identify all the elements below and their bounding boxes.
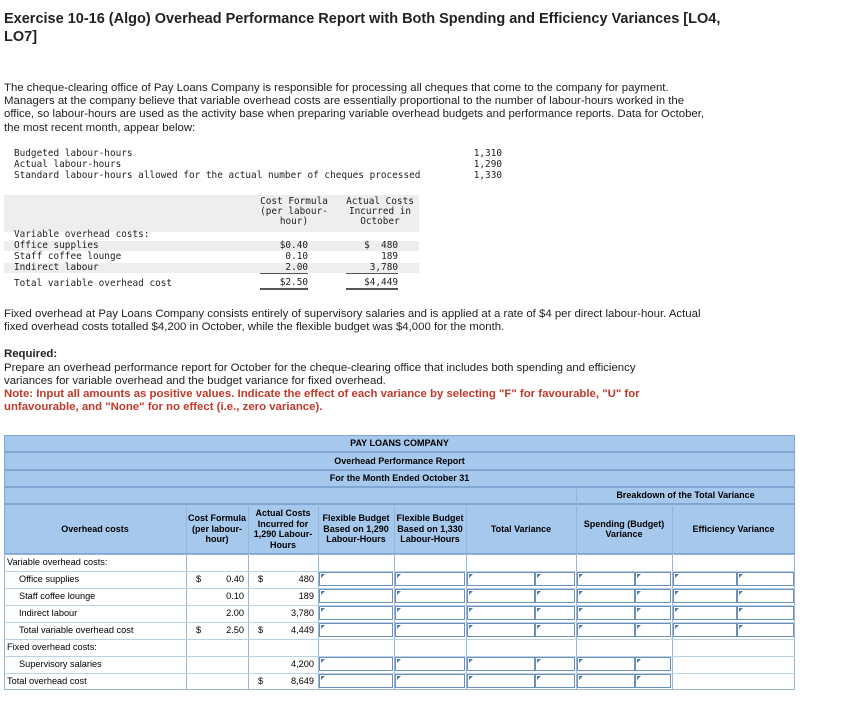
fixed-overhead-paragraph: Fixed overhead at Pay Loans Company consists entirely of supervisory salaries and is applied at a rate of $4 per direct labour-hour. Actual fixed overhead costs totalled $4,200 in October, while the flexible budget was $4,000 for the month. <box>4 308 701 334</box>
labour-value-2: 1,290 <box>473 159 502 170</box>
report-company: PAY LOANS COMPANY <box>350 438 449 449</box>
formula-coffee: 0.10 <box>226 591 244 601</box>
actual-costs-header-2: Incurred in <box>348 206 412 217</box>
cost-row-formula: 0.10 <box>285 251 308 262</box>
actual-total-overhead: 8,649 <box>291 676 314 686</box>
actual-coffee: 189 <box>298 591 314 601</box>
total-variance-total-variable-input[interactable] <box>467 623 535 637</box>
spending-variance-coffee-input[interactable] <box>577 589 635 603</box>
cost-row-label: Total variable overhead cost <box>14 278 173 289</box>
flex-1290-coffee-input[interactable] <box>319 589 393 603</box>
total-variance-total-overhead-select[interactable] <box>535 674 575 688</box>
col-total-variance: Total Variance <box>490 523 552 534</box>
formula-indirect: 2.00 <box>226 608 244 618</box>
row-label-indirect-labour: Indirect labour <box>19 608 78 618</box>
flex-1330-supervisory-input[interactable] <box>395 657 465 671</box>
flex-1330-total-overhead-input[interactable] <box>395 674 465 688</box>
efficiency-variance-coffee-input[interactable] <box>673 589 737 603</box>
flex-1290-total-overhead-input[interactable] <box>319 674 393 688</box>
total-variance-coffee-input[interactable] <box>467 589 535 603</box>
flex-1330-coffee-input[interactable] <box>395 589 465 603</box>
report-name: Overhead Performance Report <box>334 455 465 466</box>
row-label-total-variable: Total variable overhead cost <box>19 625 134 635</box>
spending-variance-supervisory-select[interactable] <box>635 657 671 671</box>
grid-line <box>248 504 249 690</box>
grid-line <box>4 639 795 640</box>
cost-formula-header-1: Cost Formula <box>260 196 328 207</box>
spending-variance-indirect-input[interactable] <box>577 606 635 620</box>
dollar-sign: $ <box>258 625 264 635</box>
row-label-supervisory: Supervisory salaries <box>19 659 102 669</box>
flex-1330-total-variable-input[interactable] <box>395 623 465 637</box>
labour-label-3: Standard labour-hours allowed for the actual number of cheques processed <box>14 170 421 181</box>
fixed-section-label: Fixed overhead costs: <box>7 642 97 652</box>
total-variance-indirect-select[interactable] <box>535 606 575 620</box>
cost-formula-header-3: hour) <box>279 216 309 227</box>
spending-variance-supervisory-input[interactable] <box>577 657 635 671</box>
total-variance-supervisory-select[interactable] <box>535 657 575 671</box>
flex-1290-office-input[interactable] <box>319 572 393 586</box>
total-variance-supervisory-input[interactable] <box>467 657 535 671</box>
spending-variance-office-select[interactable] <box>635 572 671 586</box>
cost-row-formula: 2.00 <box>260 262 308 274</box>
actual-indirect: 3,780 <box>291 608 314 618</box>
formula-office: 0.40 <box>226 574 244 584</box>
instruction-note: Note: Input all amounts as positive values. Indicate the effect of each variance by selecting "F" for favourable, "U" for unfavourable, and "None" for no effect (i.e., zero variance). <box>4 388 640 414</box>
efficiency-variance-office-select[interactable] <box>737 572 794 586</box>
spending-variance-total-overhead-input[interactable] <box>577 674 635 688</box>
col-flex-1330: Flexible Budget Based on 1,330 Labour-Hours <box>396 513 464 545</box>
flex-1330-indirect-input[interactable] <box>395 606 465 620</box>
breakdown-header: Breakdown of the Total Variance <box>616 490 755 501</box>
spending-variance-total-variable-input[interactable] <box>577 623 635 637</box>
spending-variance-total-variable-select[interactable] <box>635 623 671 637</box>
labour-value-3: 1,330 <box>473 170 502 181</box>
dollar-sign: $ <box>258 676 264 686</box>
cost-row-label: Staff coffee lounge <box>14 251 122 262</box>
efficiency-variance-coffee-select[interactable] <box>737 589 794 603</box>
dollar-sign: $ <box>196 574 202 584</box>
actual-total-variable: 4,449 <box>291 625 314 635</box>
cost-row-label: Indirect labour <box>14 262 99 273</box>
cost-row-actual: $ 480 <box>364 240 398 251</box>
total-variance-office-input[interactable] <box>467 572 535 586</box>
total-variance-total-variable-select[interactable] <box>535 623 575 637</box>
total-variance-coffee-select[interactable] <box>535 589 575 603</box>
efficiency-variance-indirect-input[interactable] <box>673 606 737 620</box>
labour-value-1: 1,310 <box>473 148 502 159</box>
performance-report-table <box>4 435 795 690</box>
total-variance-total-overhead-input[interactable] <box>467 674 535 688</box>
col-overhead-costs: Overhead costs <box>61 523 129 534</box>
efficiency-variance-total-variable-select[interactable] <box>737 623 794 637</box>
labour-label-1: Budgeted labour-hours <box>14 148 133 159</box>
flex-1290-total-variable-input[interactable] <box>319 623 393 637</box>
row-label-staff-coffee: Staff coffee lounge <box>19 591 96 601</box>
col-flex-1290: Flexible Budget Based on 1,290 Labour-Hours <box>322 513 390 545</box>
grid-line <box>186 504 187 690</box>
col-actual-costs: Actual Costs Incurred for 1,290 Labour-Hours <box>253 508 313 550</box>
spending-variance-office-input[interactable] <box>577 572 635 586</box>
efficiency-variance-total-variable-input[interactable] <box>673 623 737 637</box>
cost-section-label: Variable overhead costs: <box>14 229 150 240</box>
spending-variance-total-overhead-select[interactable] <box>635 674 671 688</box>
dollar-sign: $ <box>258 574 264 584</box>
actual-costs-header-1: Actual Costs <box>346 196 414 207</box>
cost-row-actual: 189 <box>381 251 398 262</box>
cost-row-formula: $0.40 <box>279 240 308 251</box>
col-spending-variance: Spending (Budget) Variance <box>583 518 665 539</box>
required-text: Prepare an overhead performance report for October for the cheque-clearing office that includes both spending and efficiency variances for variable overhead and the budget variance for fixed overhead. <box>4 362 636 388</box>
spending-variance-indirect-select[interactable] <box>635 606 671 620</box>
cost-row-formula: $2.50 <box>260 277 308 290</box>
flex-1290-indirect-input[interactable] <box>319 606 393 620</box>
report-period: For the Month Ended October 31 <box>329 473 470 484</box>
actual-supervisory: 4,200 <box>291 659 314 669</box>
row-label-total-overhead: Total overhead cost <box>7 676 87 686</box>
intro-paragraph: The cheque-clearing office of Pay Loans Company is responsible for processing all cheques that come to the company for payment. Managers at the company believe that variable overhead costs are essentially proportional to the number of labour-hours worked in the office, so labour-hours are used as the activity base when preparing variable overhead budgets and performance reports. Data for October, the most recent month, appear below: <box>4 82 705 134</box>
dollar-sign: $ <box>196 625 202 635</box>
cost-formula-header-2: (per labour- <box>260 206 328 217</box>
formula-total-variable: 2.50 <box>226 625 244 635</box>
spending-variance-coffee-select[interactable] <box>635 589 671 603</box>
total-variance-office-select[interactable] <box>535 572 575 586</box>
efficiency-variance-office-input[interactable] <box>673 572 737 586</box>
cost-row-actual: $4,449 <box>346 277 398 290</box>
efficiency-variance-indirect-select[interactable] <box>737 606 794 620</box>
flex-1290-supervisory-input[interactable] <box>319 657 393 671</box>
cost-row-actual: 3,780 <box>346 262 398 274</box>
col-cost-formula: Cost Formula (per labour-hour) <box>187 513 246 545</box>
total-variance-indirect-input[interactable] <box>467 606 535 620</box>
variable-section-label: Variable overhead costs: <box>7 557 108 567</box>
actual-office: 480 <box>298 574 314 584</box>
exercise-title: Exercise 10-16 (Algo) Overhead Performance Report with Both Spending and Efficiency Variances [LO4, LO7] <box>4 11 721 45</box>
flex-1330-office-input[interactable] <box>395 572 465 586</box>
cost-row-label: Office supplies <box>14 240 99 251</box>
row-label-office-supplies: Office supplies <box>19 574 80 584</box>
actual-costs-header-3: October <box>360 216 400 227</box>
col-efficiency-variance: Efficiency Variance <box>692 523 775 534</box>
required-label: Required: <box>4 348 58 360</box>
labour-label-2: Actual labour-hours <box>14 159 122 170</box>
